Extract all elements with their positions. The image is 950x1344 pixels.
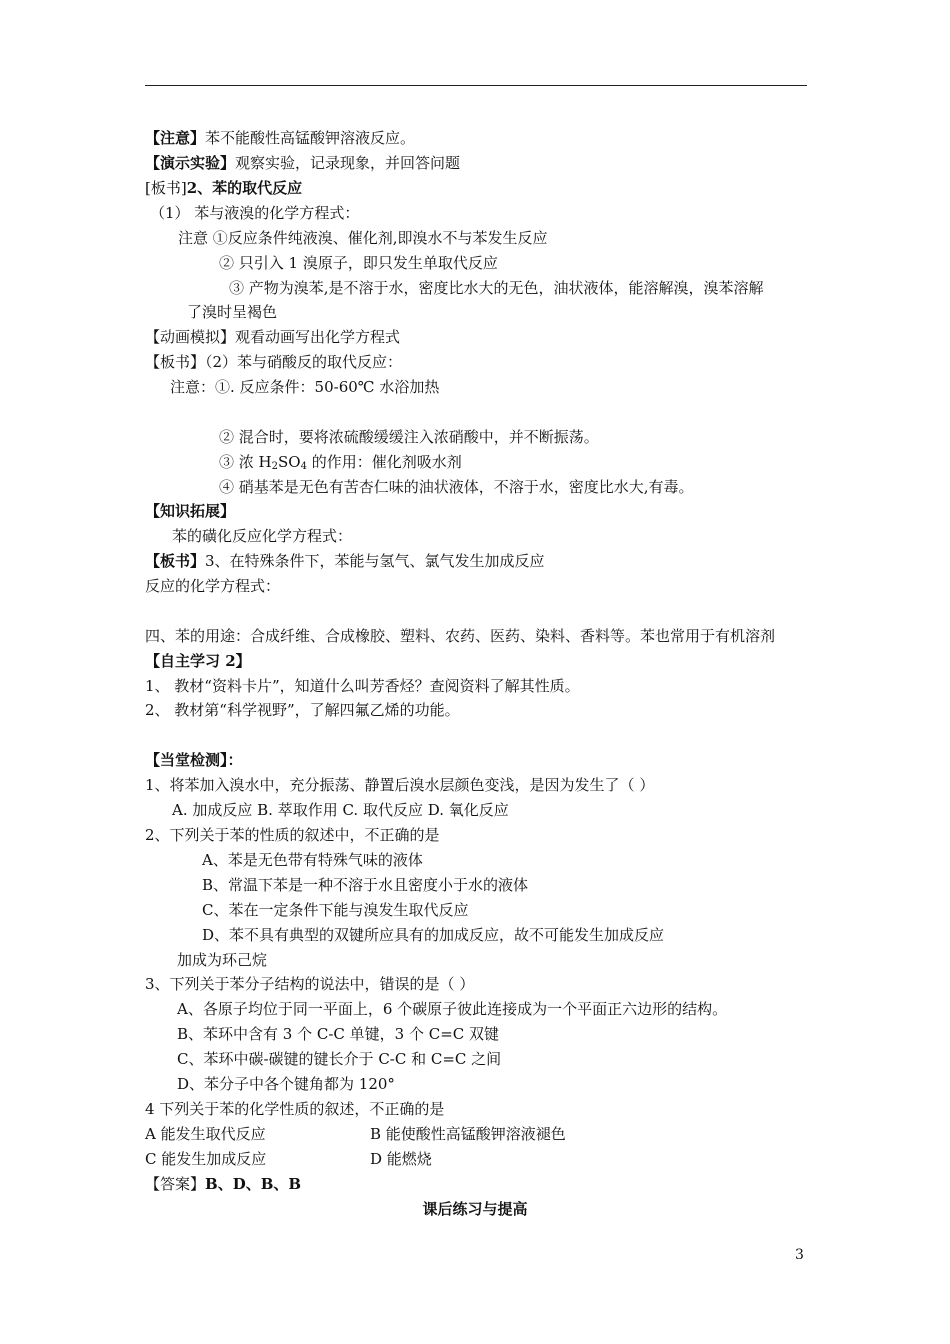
question-4-option-a: A 能发生取代反应 xyxy=(145,1125,266,1143)
board-line-addition: 【板书】3、在特殊条件下，苯能与氢气、氯气发生加成反应 xyxy=(145,552,545,570)
note-item-3-cont: 了溴时呈褐色 xyxy=(187,303,278,321)
demo-line: 【演示实验】观察实验，记录现象，并回答问题 xyxy=(145,154,461,172)
uses-line: 四、苯的用途：合成纤维、合成橡胶、塑料、农药、医药、染料、香料等。苯也常用于有机溶剂 xyxy=(145,627,776,645)
question-2-option-c: C、苯在一定条件下能与溴发生取代反应 xyxy=(202,901,469,919)
note-line: 【注意】苯不能酸性高锰酸钾溶液反应。 xyxy=(145,129,416,147)
section-heading: 课后练习与提高 xyxy=(422,1200,528,1218)
question-3-option-b: B、苯环中含有 3 个 C-C 单键，3 个 C=C 双键 xyxy=(177,1025,500,1043)
question-1: 1、将苯加入溴水中，充分振荡、静置后溴水层颜色变浅，是因为发生了（ ） xyxy=(145,776,655,794)
board-line-nitration: 【板书】（2）苯与硝酸反的取代反应： xyxy=(145,353,403,371)
question-3-option-a: A、各原子均位于同一平面上，6 个碳原子彼此连接成为一个平面正六边形的结构。 xyxy=(177,1000,728,1018)
question-3-option-d: D、苯分子中各个键角都为 120° xyxy=(177,1075,395,1093)
self-study-item-2: 2、 教材第“科学视野”，了解四氟乙烯的功能。 xyxy=(145,701,460,719)
addition-equation-line: 反应的化学方程式： xyxy=(145,577,281,595)
answer-line: 【答案】B、D、B、B xyxy=(145,1175,302,1193)
note-item-2: ② 只引入 1 溴原子，即只发生单取代反应 xyxy=(219,254,498,272)
question-2-option-d: D、苯不具有典型的双键所应具有的加成反应，故不可能发生加成反应 xyxy=(202,926,665,944)
nitration-note-2: ② 混合时，要将浓硫酸缓缓注入浓硝酸中，并不断振荡。 xyxy=(219,428,599,446)
note-item-3: ③ 产物为溴苯,是不溶于水，密度比水大的无色，油状液体，能溶解溴，溴苯溶解 xyxy=(229,279,764,297)
animation-line: 【动画模拟】观看动画写出化学方程式 xyxy=(145,328,401,346)
question-4-option-c: C 能发生加成反应 xyxy=(145,1150,267,1168)
question-4-option-d: D 能燃烧 xyxy=(370,1150,432,1168)
question-3: 3、下列关于苯分子结构的说法中，错误的是（ ） xyxy=(145,975,475,993)
question-2-option-b: B、常温下苯是一种不溶于水且密度小于水的液体 xyxy=(202,876,529,894)
question-1-options: A. 加成反应 B. 萃取作用 C. 取代反应 D. 氧化反应 xyxy=(172,801,509,819)
sulfonation-line: 苯的磺化反应化学方程式： xyxy=(172,527,353,545)
question-3-option-c: C、苯环中碳-碳键的键长介于 C-C 和 C=C 之间 xyxy=(177,1050,502,1068)
question-2-note: 加成为环己烷 xyxy=(177,951,268,969)
board-line-2: [板书]2、苯的取代反应 xyxy=(145,179,303,197)
question-2-option-a: A、苯是无色带有特殊气味的液体 xyxy=(202,851,423,869)
self-study-item-1: 1、 教材“资料卡片”，知道什么叫芳香烃？查阅资料了解其性质。 xyxy=(145,677,580,695)
page-number: 3 xyxy=(795,1247,804,1263)
question-4: 4 下列关于苯的化学性质的叙述，不正确的是 xyxy=(145,1100,445,1118)
header-rule xyxy=(145,85,807,86)
nitration-note-1: 注意：①. 反应条件：50-60℃ 水浴加热 xyxy=(170,378,440,396)
nitration-note-4: ④ 硝基苯是无色有苦杏仁味的油状液体，不溶于水，密度比水大,有毒。 xyxy=(219,478,694,496)
question-2: 2、下列关于苯的性质的叙述中，不正确的是 xyxy=(145,826,440,844)
self-study-heading: 【自主学习 2】 xyxy=(145,652,251,670)
check-heading: 【当堂检测】： xyxy=(145,751,243,769)
question-4-option-b: B 能使酸性高锰酸钾溶液褪色 xyxy=(370,1125,566,1143)
sub-item-1: （1） 苯与液溴的化学方程式： xyxy=(150,204,360,222)
nitration-note-3: ③ 浓 $H_2SO_4$ 的作用：催化剂吸水剂 xyxy=(219,453,462,472)
knowledge-extension-heading: 【知识拓展】 xyxy=(145,502,236,520)
note-item-1: 注意 ①反应条件纯液溴、催化剂,即溴水不与苯发生反应 xyxy=(178,229,548,247)
